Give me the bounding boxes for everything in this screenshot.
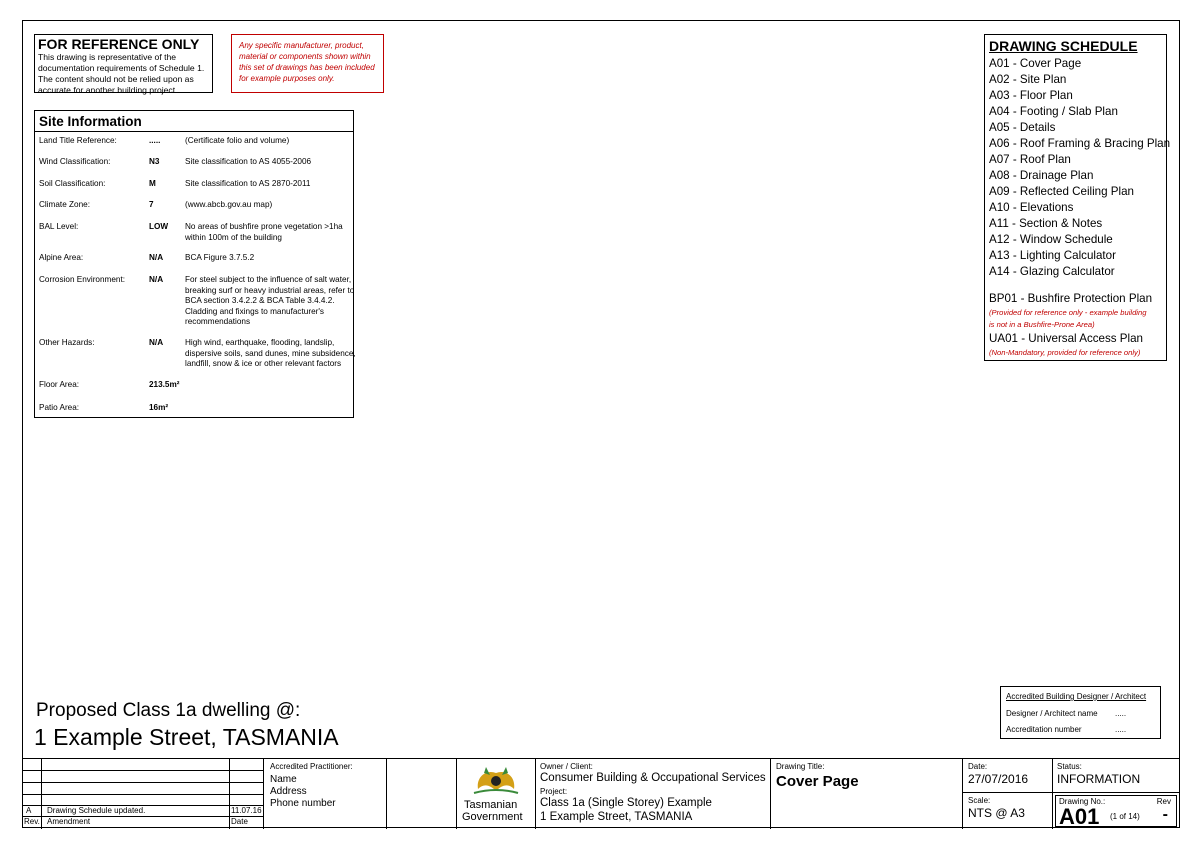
revision-letter: A	[26, 806, 32, 815]
drawing-schedule-title: DRAWING SCHEDULE	[989, 38, 1138, 54]
project-title-line2: 1 Example Street, TASMANIA	[34, 724, 339, 750]
designer-name-label: Designer / Architect name	[1006, 709, 1098, 718]
site-value: N/A	[149, 253, 164, 262]
designer-name-value: .....	[1115, 709, 1127, 718]
project-label: Project:	[540, 787, 568, 796]
site-information-box	[34, 110, 354, 418]
schedule-item: A01 - Cover Page	[989, 57, 1082, 70]
schedule-item-ua01: UA01 - Universal Access Plan	[989, 332, 1144, 345]
site-value: LOW	[149, 222, 169, 231]
practitioner-phone: Phone number	[270, 798, 336, 809]
site-desc: BCA Figure 3.7.5.2	[185, 253, 255, 262]
site-value: 213.5m²	[149, 380, 180, 389]
site-desc: No areas of bushfire prone vegetation >1ha within 100m of the building	[185, 222, 343, 242]
date-label: Date:	[968, 762, 988, 771]
scale-value: NTS @ A3	[968, 806, 1025, 820]
site-value: N3	[149, 157, 160, 166]
disclaimer-box	[231, 34, 384, 93]
date-value: 27/07/2016	[968, 772, 1029, 786]
disclaimer-text: Any specific manufacturer, product, material or components shown within this set of drawings has been included for example purposes only.	[239, 41, 375, 83]
drawing-number-box	[1055, 795, 1177, 827]
practitioner-address: Address	[270, 786, 307, 797]
schedule-item: A10 - Elevations	[989, 201, 1074, 214]
schedule-item: A05 - Details	[989, 121, 1056, 134]
schedule-item: A09 - Reflected Ceiling Plan	[989, 185, 1135, 198]
site-desc: High wind, earthquake, flooding, landslip, dispersive soils, sand dunes, mine subsidence, landfill, snow & ice or other relevant factors	[185, 338, 356, 368]
revision-header-date: Date	[231, 817, 248, 826]
bp01-note: is not in a Bushfire-Prone Area)	[989, 320, 1095, 329]
reference-title: FOR REFERENCE ONLY	[38, 36, 200, 52]
reference-box	[34, 34, 213, 93]
site-label: Corrosion Environment:	[39, 275, 126, 284]
title-block	[22, 758, 1180, 828]
drawing-rev-value: -	[1162, 806, 1168, 823]
site-value: N/A	[149, 275, 164, 284]
logo-text-line2: Government	[462, 811, 523, 823]
schedule-item: A02 - Site Plan	[989, 73, 1067, 86]
revision-header-amendment: Amendment	[47, 817, 91, 826]
bp01-note: (Provided for reference only - example building	[989, 308, 1147, 317]
schedule-item: A08 - Drainage Plan	[989, 169, 1094, 182]
site-label: Land Title Reference:	[39, 136, 117, 145]
ua01-note: (Non-Mandatory, provided for reference only)	[989, 348, 1141, 357]
site-label: Wind Classification:	[39, 157, 111, 166]
status-label: Status:	[1057, 762, 1082, 771]
drawing-title-value: Cover Page	[776, 773, 859, 790]
site-label: Climate Zone:	[39, 200, 90, 209]
revision-header-rev: Rev.	[24, 817, 40, 826]
designer-title: Accredited Building Designer / Architect	[1006, 692, 1147, 701]
drawing-number-count: (1 of 14)	[1110, 812, 1140, 821]
revision-date: 11.07.16	[231, 806, 262, 815]
schedule-item: A03 - Floor Plan	[989, 89, 1073, 102]
schedule-item: A13 - Lighting Calculator	[989, 249, 1116, 262]
schedule-item: A12 - Window Schedule	[989, 233, 1113, 246]
revision-amendment: Drawing Schedule updated.	[47, 806, 146, 815]
schedule-item: A06 - Roof Framing & Bracing Plan	[989, 137, 1171, 150]
reference-text: This drawing is representative of the documentation requirements of Schedule 1. The content should not be relied upon as accurate for another building project.	[38, 52, 205, 95]
site-value: .....	[149, 136, 161, 145]
schedule-item: A14 - Glazing Calculator	[989, 265, 1115, 278]
site-value: 16m²	[149, 403, 169, 412]
practitioner-name: Name	[270, 774, 297, 785]
drawing-number-label: Drawing No.:	[1059, 797, 1106, 806]
owner-label: Owner / Client:	[540, 762, 593, 771]
site-desc: Site classification to AS 4055-2006	[185, 157, 312, 166]
accreditation-number-label: Accreditation number	[1006, 725, 1082, 734]
site-desc: Site classification to AS 2870-2011	[185, 179, 311, 188]
site-value: N/A	[149, 338, 164, 347]
tasmanian-devil-icon	[456, 759, 536, 799]
logo-text-line1: Tasmanian	[464, 799, 518, 811]
site-information-title: Site Information	[35, 111, 353, 132]
rev-label: Rev	[1156, 797, 1171, 806]
schedule-item-bp01: BP01 - Bushfire Protection Plan	[989, 292, 1153, 305]
practitioner-label: Accredited Practitioner:	[270, 762, 353, 771]
drawing-number-value: A01	[1059, 804, 1100, 829]
site-desc: (Certificate folio and volume)	[185, 136, 290, 145]
site-value: 7	[149, 200, 154, 209]
site-label: BAL Level:	[39, 222, 79, 231]
schedule-item: A07 - Roof Plan	[989, 153, 1071, 166]
site-label: Soil Classification:	[39, 179, 106, 188]
status-value: INFORMATION	[1057, 772, 1141, 786]
site-desc: For steel subject to the influence of salt water, breaking surf or heavy industrial areas, refer to BCA section 3.4.2.2 & BCA Table 3.4.4.2. Cladding and fixings to manufacturer's recommendations	[185, 275, 355, 326]
project-title-line1: Proposed Class 1a dwelling @:	[36, 700, 301, 721]
schedule-item: A04 - Footing / Slab Plan	[989, 105, 1118, 118]
site-label: Patio Area:	[39, 403, 80, 412]
site-label: Alpine Area:	[39, 253, 84, 262]
tasmanian-government-logo	[456, 759, 536, 829]
project-line1: Class 1a (Single Storey) Example	[540, 797, 712, 809]
designer-box	[1000, 686, 1161, 739]
site-desc: (www.abcb.gov.au map)	[185, 200, 273, 209]
project-line2: 1 Example Street, TASMANIA	[540, 811, 693, 823]
site-label: Other Hazards:	[39, 338, 95, 347]
site-value: M	[149, 179, 156, 188]
drawing-schedule-box	[984, 34, 1171, 361]
drawing-title-label: Drawing Title:	[776, 762, 825, 771]
site-label: Floor Area:	[39, 380, 80, 389]
owner-value: Consumer Building & Occupational Services	[540, 772, 766, 784]
schedule-item: A11 - Section & Notes	[989, 217, 1103, 230]
scale-label: Scale:	[968, 796, 991, 805]
accreditation-number-value: .....	[1115, 725, 1127, 734]
